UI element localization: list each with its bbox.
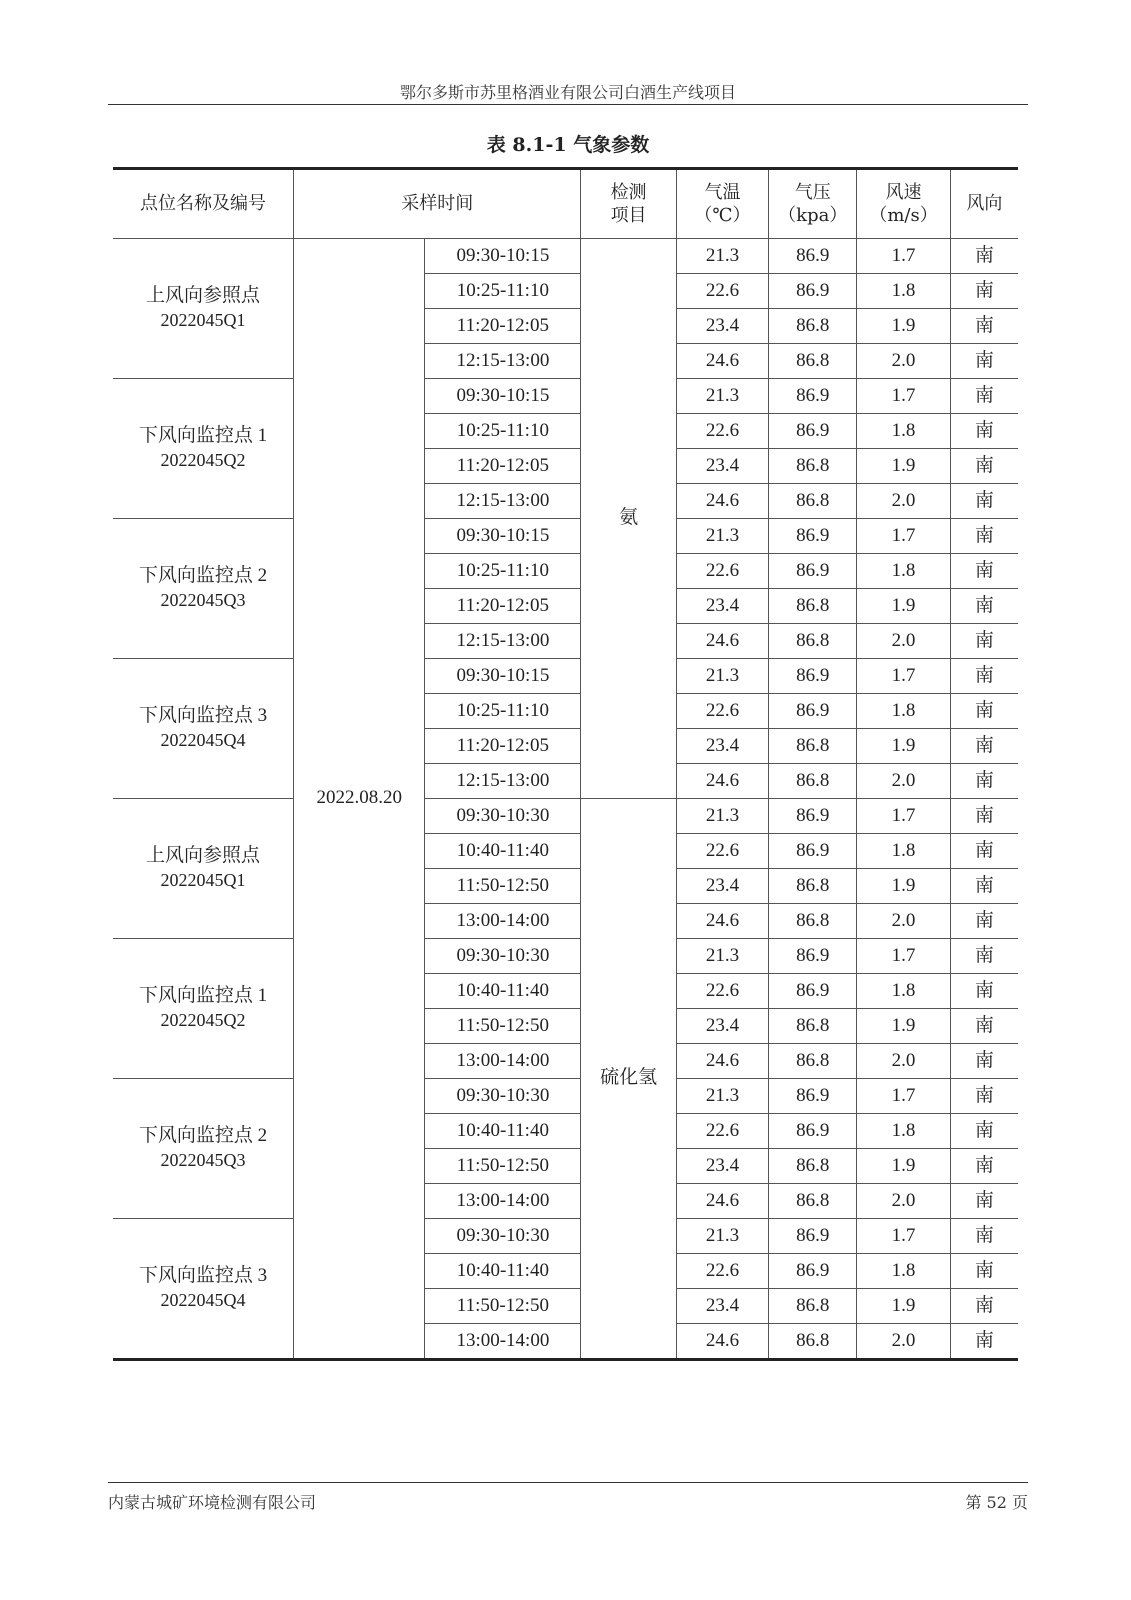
wind-direction: 南 — [950, 379, 1018, 414]
temperature: 23.4 — [676, 1149, 768, 1184]
wind-speed: 1.9 — [857, 1009, 950, 1044]
pressure: 86.8 — [769, 1324, 857, 1360]
wind-speed: 1.9 — [857, 309, 950, 344]
wind-direction: 南 — [950, 519, 1018, 554]
sampling-time: 09:30-10:15 — [425, 519, 581, 554]
table-title: 表 8.1-1 气象参数 — [486, 134, 650, 156]
sampling-time: 09:30-10:30 — [425, 939, 581, 974]
site-cell — [113, 1079, 294, 1219]
site-cell — [113, 799, 294, 939]
wind-direction: 南 — [950, 974, 1018, 1009]
table-row — [113, 1219, 1018, 1254]
temperature: 24.6 — [676, 1044, 768, 1079]
temperature: 21.3 — [676, 239, 768, 274]
temperature: 22.6 — [676, 834, 768, 869]
temperature: 22.6 — [676, 554, 768, 589]
sampling-time: 10:40-11:40 — [425, 974, 581, 1009]
sampling-time: 11:50-12:50 — [425, 1009, 581, 1044]
wind-direction: 南 — [950, 1324, 1018, 1360]
wind-speed: 1.8 — [857, 414, 950, 449]
wind-direction: 南 — [950, 554, 1018, 589]
pressure: 86.9 — [769, 554, 857, 589]
wind-speed: 1.8 — [857, 274, 950, 309]
pressure: 86.8 — [769, 1289, 857, 1324]
site-name: 下风向监控点 2 — [138, 565, 268, 587]
sampling-time: 09:30-10:15 — [425, 239, 581, 274]
pressure: 86.8 — [769, 764, 857, 799]
wind-speed: 1.7 — [857, 659, 950, 694]
site-cell — [113, 379, 294, 519]
temperature: 24.6 — [676, 1184, 768, 1219]
sampling-time: 09:30-10:15 — [425, 379, 581, 414]
site-cell — [113, 239, 294, 379]
wind-direction: 南 — [950, 344, 1018, 379]
wind-speed: 1.8 — [857, 694, 950, 729]
sampling-time: 09:30-10:30 — [425, 1079, 581, 1114]
wind-speed: 1.9 — [857, 869, 950, 904]
sampling-time: 13:00-14:00 — [425, 1044, 581, 1079]
header-pressure-line1: 气压 — [794, 181, 831, 203]
wind-speed: 1.8 — [857, 1114, 950, 1149]
wind-direction: 南 — [950, 904, 1018, 939]
wind-speed: 1.8 — [857, 1254, 950, 1289]
pressure: 86.9 — [769, 519, 857, 554]
pressure: 86.9 — [769, 799, 857, 834]
pressure: 86.9 — [769, 1114, 857, 1149]
wind-speed: 2.0 — [857, 484, 950, 519]
temperature: 21.3 — [676, 519, 768, 554]
pressure: 86.8 — [769, 1184, 857, 1219]
sampling-time: 10:40-11:40 — [425, 1114, 581, 1149]
wind-speed: 1.9 — [857, 729, 950, 764]
wind-direction: 南 — [950, 764, 1018, 799]
wind-speed: 2.0 — [857, 1324, 950, 1360]
site-code: 2022045Q3 — [160, 590, 246, 611]
wind-speed: 1.8 — [857, 974, 950, 1009]
pressure: 86.9 — [769, 1219, 857, 1254]
pressure: 86.8 — [769, 449, 857, 484]
sampling-time: 13:00-14:00 — [425, 1184, 581, 1219]
wind-speed: 2.0 — [857, 344, 950, 379]
sampling-time: 10:25-11:10 — [425, 554, 581, 589]
pressure: 86.8 — [769, 729, 857, 764]
sampling-time: 09:30-10:30 — [425, 799, 581, 834]
sampling-time: 10:25-11:10 — [425, 694, 581, 729]
wind-direction: 南 — [950, 1114, 1018, 1149]
site-name: 上风向参照点 — [146, 285, 261, 307]
wind-direction: 南 — [950, 869, 1018, 904]
page-number: 第 52 页 — [965, 1493, 1028, 1512]
sampling-date: 2022.08.20 — [294, 239, 425, 1360]
wind-speed: 1.7 — [857, 1219, 950, 1254]
sampling-time: 11:50-12:50 — [425, 1149, 581, 1184]
header-pressure — [769, 169, 857, 239]
site-name: 下风向监控点 1 — [138, 985, 268, 1007]
pressure: 86.8 — [769, 344, 857, 379]
pressure: 86.9 — [769, 414, 857, 449]
temperature: 21.3 — [676, 799, 768, 834]
site-code: 2022045Q1 — [160, 870, 246, 891]
wind-speed: 2.0 — [857, 904, 950, 939]
wind-speed: 1.9 — [857, 449, 950, 484]
pressure: 86.8 — [769, 589, 857, 624]
table-row — [113, 519, 1018, 554]
temperature: 24.6 — [676, 484, 768, 519]
sampling-time: 10:25-11:10 — [425, 274, 581, 309]
wind-speed: 2.0 — [857, 1184, 950, 1219]
pressure: 86.9 — [769, 659, 857, 694]
temperature: 23.4 — [676, 449, 768, 484]
footer-rule — [108, 1482, 1028, 1483]
pressure: 86.8 — [769, 484, 857, 519]
wind-direction: 南 — [950, 239, 1018, 274]
site-name: 下风向监控点 3 — [138, 1265, 268, 1287]
temperature: 23.4 — [676, 1289, 768, 1324]
temperature: 24.6 — [676, 344, 768, 379]
header-temp-line1: 气温 — [704, 181, 741, 203]
temperature: 22.6 — [676, 694, 768, 729]
header-item-line2: 项目 — [610, 205, 647, 226]
site-code: 2022045Q1 — [160, 310, 246, 331]
table-row — [113, 1079, 1018, 1114]
temperature: 21.3 — [676, 379, 768, 414]
sampling-time: 10:40-11:40 — [425, 834, 581, 869]
wind-speed: 1.7 — [857, 1079, 950, 1114]
temperature: 23.4 — [676, 589, 768, 624]
sampling-time: 11:20-12:05 — [425, 309, 581, 344]
header-wind-speed — [857, 169, 950, 239]
temperature: 23.4 — [676, 729, 768, 764]
pressure: 86.9 — [769, 974, 857, 1009]
temperature: 24.6 — [676, 624, 768, 659]
wind-direction: 南 — [950, 1254, 1018, 1289]
site-code: 2022045Q4 — [160, 730, 246, 751]
wind-direction: 南 — [950, 449, 1018, 484]
site-cell — [113, 659, 294, 799]
sampling-time: 13:00-14:00 — [425, 904, 581, 939]
wind-direction: 南 — [950, 1184, 1018, 1219]
wind-speed: 1.8 — [857, 554, 950, 589]
wind-direction: 南 — [950, 1289, 1018, 1324]
pressure: 86.9 — [769, 1254, 857, 1289]
header-rule — [108, 104, 1028, 105]
temperature: 21.3 — [676, 659, 768, 694]
temperature: 22.6 — [676, 974, 768, 1009]
sampling-time: 12:15-13:00 — [425, 764, 581, 799]
header-item-line1: 检测 — [610, 181, 647, 203]
sampling-time: 12:15-13:00 — [425, 624, 581, 659]
table-row — [113, 239, 1018, 274]
site-cell — [113, 939, 294, 1079]
pressure: 86.9 — [769, 239, 857, 274]
wind-direction: 南 — [950, 309, 1018, 344]
sampling-time: 12:15-13:00 — [425, 484, 581, 519]
site-cell — [113, 519, 294, 659]
sampling-time: 11:50-12:50 — [425, 1289, 581, 1324]
test-item: 硫化氢 — [581, 799, 676, 1360]
pressure: 86.8 — [769, 904, 857, 939]
wind-speed: 1.7 — [857, 799, 950, 834]
pressure: 86.8 — [769, 624, 857, 659]
wind-direction: 南 — [950, 274, 1018, 309]
wind-direction: 南 — [950, 1079, 1018, 1114]
temperature: 22.6 — [676, 1254, 768, 1289]
wind-direction: 南 — [950, 939, 1018, 974]
sampling-time: 09:30-10:30 — [425, 1219, 581, 1254]
header-wind-line1: 风速 — [885, 181, 922, 203]
temperature: 21.3 — [676, 939, 768, 974]
temperature: 21.3 — [676, 1079, 768, 1114]
table-row — [113, 939, 1018, 974]
table-row — [113, 659, 1018, 694]
wind-direction: 南 — [950, 799, 1018, 834]
pressure: 86.9 — [769, 1079, 857, 1114]
sampling-time: 13:00-14:00 — [425, 1324, 581, 1360]
sampling-time: 10:25-11:10 — [425, 414, 581, 449]
sampling-time: 10:40-11:40 — [425, 1254, 581, 1289]
site-code: 2022045Q4 — [160, 1290, 246, 1311]
pressure: 86.8 — [769, 869, 857, 904]
sampling-time: 11:20-12:05 — [425, 729, 581, 764]
wind-speed: 1.7 — [857, 239, 950, 274]
wind-direction: 南 — [950, 1044, 1018, 1079]
temperature: 24.6 — [676, 764, 768, 799]
sampling-time: 11:20-12:05 — [425, 449, 581, 484]
wind-direction: 南 — [950, 414, 1018, 449]
pressure: 86.8 — [769, 309, 857, 344]
pressure: 86.8 — [769, 1044, 857, 1079]
site-name: 下风向监控点 1 — [138, 425, 268, 447]
wind-speed: 1.9 — [857, 589, 950, 624]
sampling-time: 09:30-10:15 — [425, 659, 581, 694]
table-header-row — [113, 169, 1018, 239]
pressure: 86.9 — [769, 834, 857, 869]
temperature: 22.6 — [676, 274, 768, 309]
wind-speed: 2.0 — [857, 624, 950, 659]
wind-speed: 1.7 — [857, 519, 950, 554]
meteorological-parameters-table — [113, 167, 1018, 1361]
temperature: 24.6 — [676, 1324, 768, 1360]
wind-speed: 1.8 — [857, 834, 950, 869]
site-name: 上风向参照点 — [146, 845, 261, 867]
temperature: 23.4 — [676, 869, 768, 904]
wind-speed: 1.7 — [857, 379, 950, 414]
pressure: 86.9 — [769, 939, 857, 974]
header-wind-direction: 风向 — [950, 169, 1018, 239]
header-temp — [676, 169, 768, 239]
pressure: 86.9 — [769, 379, 857, 414]
footer-company: 内蒙古城矿环境检测有限公司 — [108, 1493, 317, 1512]
header-time: 采样时间 — [294, 169, 581, 239]
temperature: 22.6 — [676, 1114, 768, 1149]
wind-direction: 南 — [950, 624, 1018, 659]
temperature: 23.4 — [676, 1009, 768, 1044]
test-item: 氨 — [581, 239, 676, 799]
header-site: 点位名称及编号 — [113, 169, 294, 239]
running-header: 鄂尔多斯市苏里格酒业有限公司白酒生产线项目 — [399, 83, 736, 102]
temperature: 21.3 — [676, 1219, 768, 1254]
temperature: 23.4 — [676, 309, 768, 344]
wind-direction: 南 — [950, 694, 1018, 729]
wind-direction: 南 — [950, 1009, 1018, 1044]
header-pressure-line2: （kpa） — [778, 205, 848, 226]
pressure: 86.9 — [769, 694, 857, 729]
wind-direction: 南 — [950, 834, 1018, 869]
site-name: 下风向监控点 2 — [138, 1125, 268, 1147]
wind-direction: 南 — [950, 484, 1018, 519]
pressure: 86.9 — [769, 274, 857, 309]
temperature: 24.6 — [676, 904, 768, 939]
sampling-time: 11:50-12:50 — [425, 869, 581, 904]
wind-direction: 南 — [950, 1149, 1018, 1184]
header-item — [581, 169, 676, 239]
pressure: 86.8 — [769, 1009, 857, 1044]
site-name: 下风向监控点 3 — [138, 705, 268, 727]
wind-direction: 南 — [950, 1219, 1018, 1254]
pressure: 86.8 — [769, 1149, 857, 1184]
wind-speed: 1.9 — [857, 1149, 950, 1184]
wind-speed: 2.0 — [857, 764, 950, 799]
wind-speed: 1.9 — [857, 1289, 950, 1324]
site-code: 2022045Q2 — [160, 450, 246, 471]
sampling-time: 11:20-12:05 — [425, 589, 581, 624]
header-wind-line2: （m/s） — [869, 205, 938, 226]
wind-direction: 南 — [950, 659, 1018, 694]
wind-speed: 1.7 — [857, 939, 950, 974]
site-cell — [113, 1219, 294, 1360]
header-temp-line2: （℃） — [694, 205, 751, 226]
wind-direction: 南 — [950, 589, 1018, 624]
site-code: 2022045Q2 — [160, 1010, 246, 1031]
table-row — [113, 799, 1018, 834]
table-row — [113, 379, 1018, 414]
wind-direction: 南 — [950, 729, 1018, 764]
sampling-time: 12:15-13:00 — [425, 344, 581, 379]
wind-speed: 2.0 — [857, 1044, 950, 1079]
temperature: 22.6 — [676, 414, 768, 449]
site-code: 2022045Q3 — [160, 1150, 246, 1171]
